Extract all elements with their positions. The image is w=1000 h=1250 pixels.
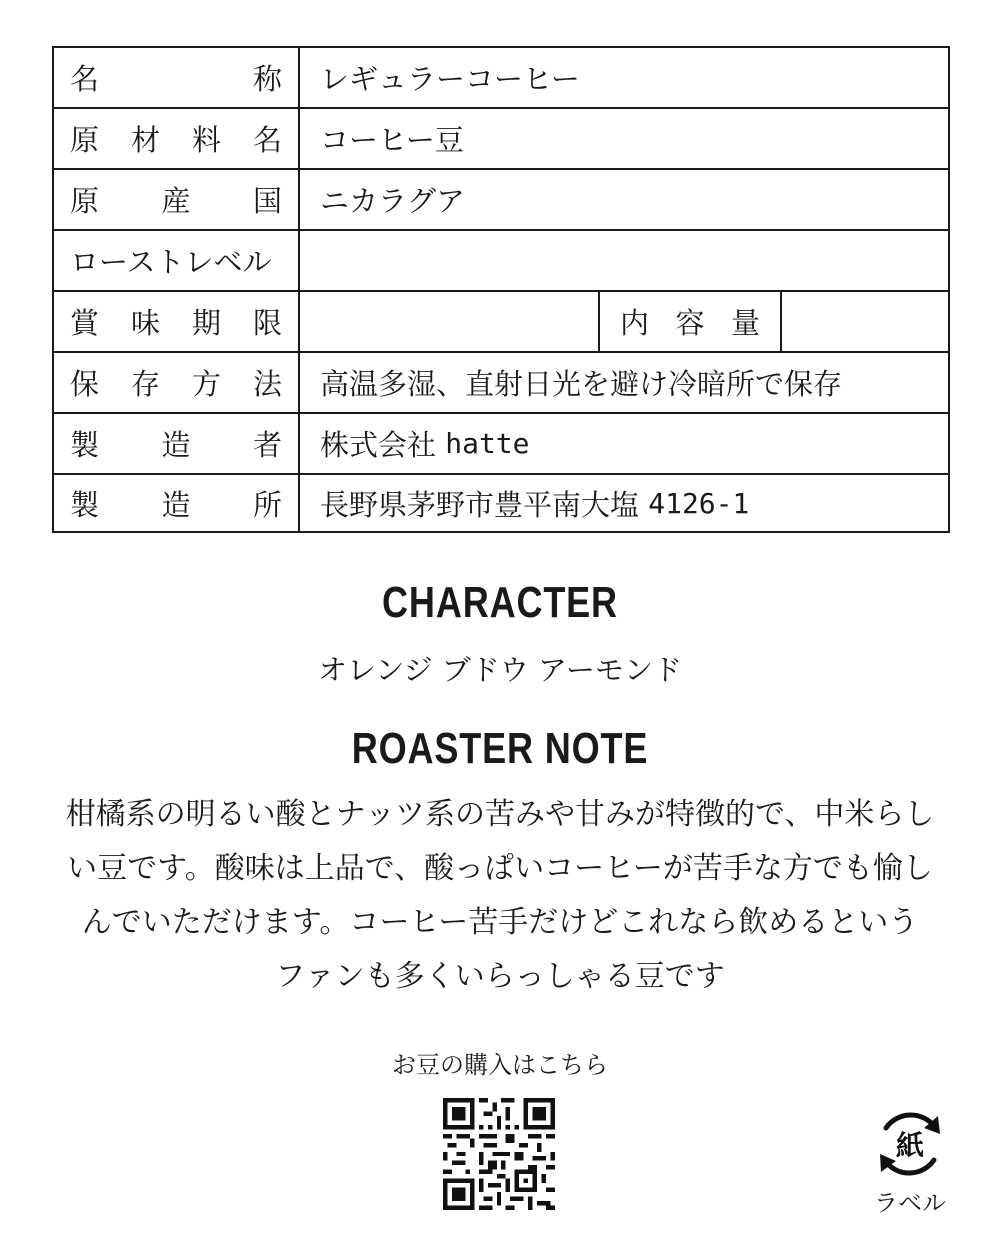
key-char: 量 bbox=[730, 306, 760, 340]
key-char: 賞 bbox=[70, 306, 100, 340]
character-heading: CHARACTER bbox=[382, 578, 618, 627]
value-storage: 高温多湿、直射日光を避け冷暗所で保存 bbox=[320, 367, 843, 401]
value-manufacturer bbox=[300, 414, 948, 473]
roaster-note-heading: ROASTER NOTE bbox=[351, 724, 649, 773]
manufacturer-en: hatte bbox=[445, 427, 530, 460]
row-ingredients bbox=[54, 109, 948, 170]
qr-code-icon[interactable] bbox=[443, 1098, 555, 1210]
roaster-note-body bbox=[40, 788, 960, 1004]
key-char: 称 bbox=[252, 62, 282, 96]
key-char: 材 bbox=[130, 123, 160, 157]
recycle-mark-text: 紙 bbox=[895, 1129, 925, 1162]
key-roast-level: ローストレベル bbox=[54, 231, 300, 290]
key-char: 製 bbox=[70, 428, 100, 462]
key-char: 容 bbox=[675, 306, 705, 340]
factory-address-jp: 長野県茅野市豊平南大塩 bbox=[320, 487, 640, 522]
value-factory bbox=[300, 475, 948, 531]
product-label-table bbox=[52, 46, 950, 533]
value-net-contents bbox=[782, 292, 948, 351]
value-roast-level bbox=[300, 231, 948, 290]
value-best-before bbox=[300, 292, 600, 351]
character-notes: オレンジ ブドウ アーモンド bbox=[317, 653, 683, 687]
key-char: 国 bbox=[252, 184, 282, 218]
key-char: 造 bbox=[161, 428, 191, 462]
row-name bbox=[54, 48, 948, 109]
row-best-before bbox=[54, 292, 948, 353]
value-origin: ニカラグア bbox=[320, 184, 466, 218]
key-char: 存 bbox=[130, 367, 160, 401]
note-line: ファンも多くいらっしゃる豆です bbox=[275, 959, 725, 994]
key-char: 製 bbox=[70, 487, 100, 522]
recycle-label: ラベル bbox=[874, 1189, 946, 1217]
key-char: 名 bbox=[70, 62, 100, 96]
key-char: 所 bbox=[252, 487, 282, 522]
key-char: 原 bbox=[70, 184, 100, 218]
key-char: 期 bbox=[191, 306, 221, 340]
purchase-label: お豆の購入はこちら bbox=[392, 1051, 608, 1079]
paper-recycle-icon bbox=[872, 1108, 948, 1180]
factory-address-number: 4126-1 bbox=[648, 486, 750, 520]
key-char: 名 bbox=[252, 123, 282, 157]
row-factory bbox=[54, 475, 948, 531]
value-name: レギュラーコーヒー bbox=[320, 62, 580, 96]
key-char: 料 bbox=[191, 123, 221, 157]
key-char: 法 bbox=[252, 367, 282, 401]
note-line: い豆です。酸味は上品で、酸っぱいコーヒーが苦手な方でも愉し bbox=[67, 851, 933, 886]
key-char: 保 bbox=[70, 367, 100, 401]
key-char: 原 bbox=[70, 123, 100, 157]
note-line: んでいただけます。コーヒー苦手だけどこれなら飲めるという bbox=[81, 905, 919, 940]
key-char: 産 bbox=[161, 184, 191, 218]
value-ingredients: コーヒー豆 bbox=[320, 123, 464, 157]
row-storage bbox=[54, 353, 948, 414]
key-char: 者 bbox=[252, 428, 282, 462]
key-char: 味 bbox=[130, 306, 160, 340]
note-line: 柑橘系の明るい酸とナッツ系の苦みや甘みが特徴的で、中米らし bbox=[65, 797, 935, 832]
key-net-contents bbox=[600, 292, 782, 351]
key-char: 限 bbox=[252, 306, 282, 340]
key-char: 内 bbox=[620, 306, 650, 340]
row-origin bbox=[54, 170, 948, 231]
row-roast-level bbox=[54, 231, 948, 292]
key-char: 方 bbox=[191, 367, 221, 401]
row-manufacturer bbox=[54, 414, 948, 475]
manufacturer-jp: 株式会社 bbox=[320, 428, 437, 462]
key-char: 造 bbox=[161, 487, 191, 522]
